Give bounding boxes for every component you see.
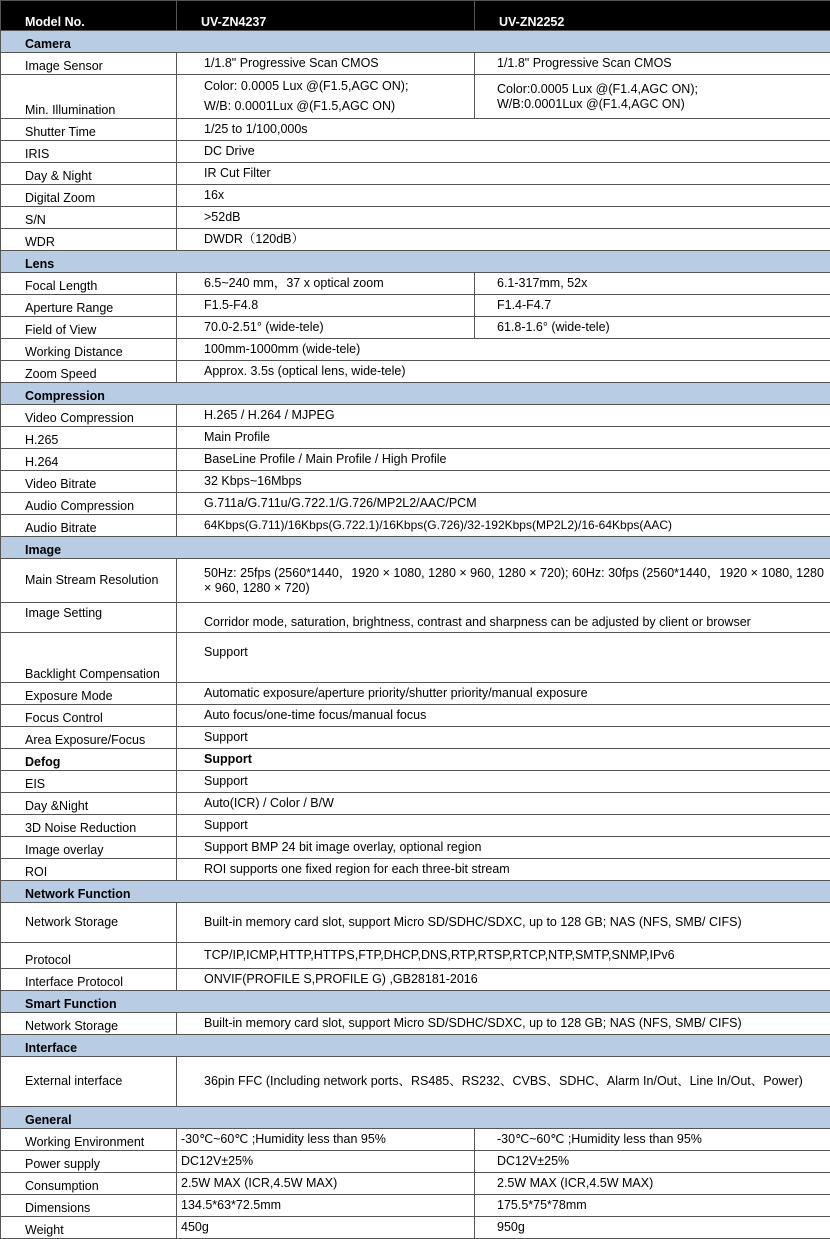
row-iris — [1, 141, 830, 163]
spec-value-model-2: 950g — [475, 1217, 830, 1239]
spec-label: IRIS — [1, 141, 177, 163]
spec-value-model-2: F1.4-F4.7 — [475, 295, 830, 317]
spec-value-model-1: 134.5*63*72.5mm — [177, 1195, 475, 1217]
spec-value: H.265 / H.264 / MJPEG — [177, 405, 830, 427]
spec-value-model-1: 2.5W MAX (ICR,4.5W MAX) — [177, 1173, 475, 1195]
row-network-storage — [1, 903, 830, 943]
section-interface — [1, 1035, 830, 1057]
spec-label: EIS — [1, 771, 177, 793]
section-smart-function — [1, 991, 830, 1013]
spec-label: H.264 — [1, 449, 177, 471]
spec-label: Aperture Range — [1, 295, 177, 317]
row-audio-bitrate — [1, 515, 830, 537]
header-row — [1, 1, 830, 31]
row-3d-noise-reduction — [1, 815, 830, 837]
spec-value: 16x — [177, 185, 830, 207]
spec-label: Video Bitrate — [1, 471, 177, 493]
spec-label: Field of View — [1, 317, 177, 339]
row-interface-protocol — [1, 969, 830, 991]
row-area-exposure — [1, 727, 830, 749]
row-working-environment — [1, 1129, 830, 1151]
spec-value: IR Cut Filter — [177, 163, 830, 185]
spec-label: Interface Protocol — [1, 969, 177, 991]
row-main-stream-resolution — [1, 559, 830, 603]
spec-label: Image Sensor — [1, 53, 177, 75]
row-smart-network-storage — [1, 1013, 830, 1035]
illumination-wb-line: W/B: 0.0001Lux @(F1.5,AGC ON) — [204, 99, 468, 114]
spec-label: 3D Noise Reduction — [1, 815, 177, 837]
row-audio-compression — [1, 493, 830, 515]
row-focal-length — [1, 273, 830, 295]
spec-value: G.711a/G.711u/G.722.1/G.726/MP2L2/AAC/PCM — [177, 493, 830, 515]
spec-value: Support BMP 24 bit image overlay, optional region — [177, 837, 830, 859]
spec-value-model-2: DC12V±25% — [475, 1151, 830, 1173]
row-zoom-speed — [1, 361, 830, 383]
spec-label: Consumption — [1, 1173, 177, 1195]
spec-value: Auto focus/one-time focus/manual focus — [177, 705, 830, 727]
spec-value-model-2: 61.8-1.6° (wide-tele) — [475, 317, 830, 339]
row-protocol — [1, 943, 830, 969]
model-no-label: Model No. — [1, 1, 177, 31]
row-roi — [1, 859, 830, 881]
section-title: Interface — [1, 1035, 830, 1057]
spec-label: Area Exposure/Focus — [1, 727, 177, 749]
spec-value: Support — [177, 633, 830, 683]
spec-value: Auto(ICR) / Color / B/W — [177, 793, 830, 815]
row-wdr — [1, 229, 830, 251]
spec-value-model-1: 1/1.8" Progressive Scan CMOS — [177, 53, 475, 75]
row-image-overlay — [1, 837, 830, 859]
row-eis — [1, 771, 830, 793]
section-network-function — [1, 881, 830, 903]
row-working-distance — [1, 339, 830, 361]
row-field-of-view — [1, 317, 830, 339]
spec-value-model-1: 6.5~240 mm，37 x optical zoom — [177, 273, 475, 295]
spec-value: 1/25 to 1/100,000s — [177, 119, 830, 141]
spec-value-model-2: 1/1.8" Progressive Scan CMOS — [475, 53, 830, 75]
spec-label: Day &Night — [1, 793, 177, 815]
spec-value: DWDR（120dB） — [177, 229, 830, 251]
spec-value: Built-in memory card slot, support Micro SD/SDHC/SDXC, up to 128 GB; NAS (NFS, SMB/ CIFS) — [177, 903, 830, 943]
spec-value: 100mm-1000mm (wide-tele) — [177, 339, 830, 361]
spec-value: ONVIF(PROFILE S,PROFILE G) ,GB28181-2016 — [177, 969, 830, 991]
spec-value: Support — [177, 749, 830, 771]
illumination-wb-line: W/B:0.0001Lux @(F1.4,AGC ON) — [497, 97, 824, 112]
section-title: Compression — [1, 383, 830, 405]
spec-value: 50Hz: 25fps (2560*1440，1920 × 1080, 1280 × 960, 1280 × 720); 60Hz: 30fps (2560*1440，1920 × 1080, 1280 × 960, 1280 × 720) — [177, 559, 830, 603]
spec-label: Protocol — [1, 943, 177, 969]
section-title: Image — [1, 537, 830, 559]
row-backlight-compensation — [1, 633, 830, 683]
row-shutter-time — [1, 119, 830, 141]
spec-value-model-1: F1.5-F4.8 — [177, 295, 475, 317]
spec-value: Corridor mode, saturation, brightness, contrast and sharpness can be adjusted by client or browser — [177, 603, 830, 633]
spec-value-model-2: 2.5W MAX (ICR,4.5W MAX) — [475, 1173, 830, 1195]
spec-value-model-2: -30℃~60℃ ;Humidity less than 95% — [475, 1129, 830, 1151]
row-min-illumination — [1, 75, 830, 119]
spec-label: Backlight Compensation — [1, 633, 177, 683]
row-aperture-range — [1, 295, 830, 317]
spec-value-model-2: 6.1-317mm, 52x — [475, 273, 830, 295]
section-camera — [1, 31, 830, 53]
row-weight — [1, 1217, 830, 1239]
spec-value: Support — [177, 771, 830, 793]
spec-label: Focal Length — [1, 273, 177, 295]
spec-label: Working Distance — [1, 339, 177, 361]
spec-label: Image overlay — [1, 837, 177, 859]
illumination-color-line: Color:0.0005 Lux @(F1.4,AGC ON); — [497, 82, 824, 97]
spec-label: Exposure Mode — [1, 683, 177, 705]
spec-label: Focus Control — [1, 705, 177, 727]
spec-value: 64Kbps(G.711)/16Kbps(G.722.1)/16Kbps(G.726)/32-192Kbps(MP2L2)/16-64Kbps(AAC) — [177, 515, 830, 537]
spec-value: Automatic exposure/aperture priority/shutter priority/manual exposure — [177, 683, 830, 705]
spec-label: Min. Illumination — [1, 75, 177, 119]
spec-label: Audio Bitrate — [1, 515, 177, 537]
section-image — [1, 537, 830, 559]
section-general — [1, 1107, 830, 1129]
spec-label: ROI — [1, 859, 177, 881]
spec-value: Main Profile — [177, 427, 830, 449]
row-dimensions — [1, 1195, 830, 1217]
section-title: Lens — [1, 251, 830, 273]
model-2-name: UV-ZN2252 — [475, 1, 830, 31]
spec-value: Approx. 3.5s (optical lens, wide-tele) — [177, 361, 830, 383]
row-image-sensor — [1, 53, 830, 75]
row-exposure-mode — [1, 683, 830, 705]
spec-value-model-2 — [475, 75, 830, 119]
spec-value: Support — [177, 727, 830, 749]
row-power-supply — [1, 1151, 830, 1173]
spec-value: >52dB — [177, 207, 830, 229]
row-external-interface — [1, 1057, 830, 1107]
section-title: Smart Function — [1, 991, 830, 1013]
row-h265 — [1, 427, 830, 449]
spec-value: 36pin FFC (Including network ports、RS485、RS232、CVBS、SDHC、Alarm In/Out、Line In/Out、Power) — [177, 1057, 830, 1107]
spec-value-model-1 — [177, 75, 475, 119]
row-defog — [1, 749, 830, 771]
section-lens — [1, 251, 830, 273]
spec-value: BaseLine Profile / Main Profile / High Profile — [177, 449, 830, 471]
row-image-setting — [1, 603, 830, 633]
spec-label: Video Compression — [1, 405, 177, 427]
spec-label: Audio Compression — [1, 493, 177, 515]
row-digital-zoom — [1, 185, 830, 207]
section-title: General — [1, 1107, 830, 1129]
spec-value-model-1: DC12V±25% — [177, 1151, 475, 1173]
row-day-night-mode — [1, 793, 830, 815]
spec-label: Defog — [1, 749, 177, 771]
spec-label: Power supply — [1, 1151, 177, 1173]
spec-label: Digital Zoom — [1, 185, 177, 207]
spec-label: S/N — [1, 207, 177, 229]
row-h264 — [1, 449, 830, 471]
model-1-name: UV-ZN4237 — [177, 1, 475, 31]
spec-label: Shutter Time — [1, 119, 177, 141]
section-title: Network Function — [1, 881, 830, 903]
row-consumption — [1, 1173, 830, 1195]
spec-label: Image Setting — [1, 603, 177, 633]
spec-value-model-1: 450g — [177, 1217, 475, 1239]
section-title: Camera — [1, 31, 830, 53]
row-video-bitrate — [1, 471, 830, 493]
spec-label: Network Storage — [1, 1013, 177, 1035]
spec-value-model-2: 175.5*75*78mm — [475, 1195, 830, 1217]
spec-label: H.265 — [1, 427, 177, 449]
row-day-night — [1, 163, 830, 185]
spec-label: Zoom Speed — [1, 361, 177, 383]
row-video-compression — [1, 405, 830, 427]
spec-value: Support — [177, 815, 830, 837]
illumination-color-line: Color: 0.0005 Lux @(F1.5,AGC ON); — [204, 79, 468, 94]
spec-value-model-1: -30℃~60℃ ;Humidity less than 95% — [177, 1129, 475, 1151]
spec-value: 32 Kbps~16Mbps — [177, 471, 830, 493]
spec-value: ROI supports one fixed region for each three-bit stream — [177, 859, 830, 881]
row-sn — [1, 207, 830, 229]
spec-label: External interface — [1, 1057, 177, 1107]
spec-value: TCP/IP,ICMP,HTTP,HTTPS,FTP,DHCP,DNS,RTP,RTSP,RTCP,NTP,SMTP,SNMP,IPv6 — [177, 943, 830, 969]
spec-value: DC Drive — [177, 141, 830, 163]
spec-label: Network Storage — [1, 903, 177, 943]
spec-label: Working Environment — [1, 1129, 177, 1151]
spec-value-model-1: 70.0-2.51° (wide-tele) — [177, 317, 475, 339]
spec-label: Weight — [1, 1217, 177, 1239]
row-focus-control — [1, 705, 830, 727]
section-compression — [1, 383, 830, 405]
spec-value: Built-in memory card slot, support Micro SD/SDHC/SDXC, up to 128 GB; NAS (NFS, SMB/ CIFS) — [177, 1013, 830, 1035]
spec-label: Dimensions — [1, 1195, 177, 1217]
spec-label: Day & Night — [1, 163, 177, 185]
spec-label: WDR — [1, 229, 177, 251]
spec-label: Main Stream Resolution — [1, 559, 177, 603]
